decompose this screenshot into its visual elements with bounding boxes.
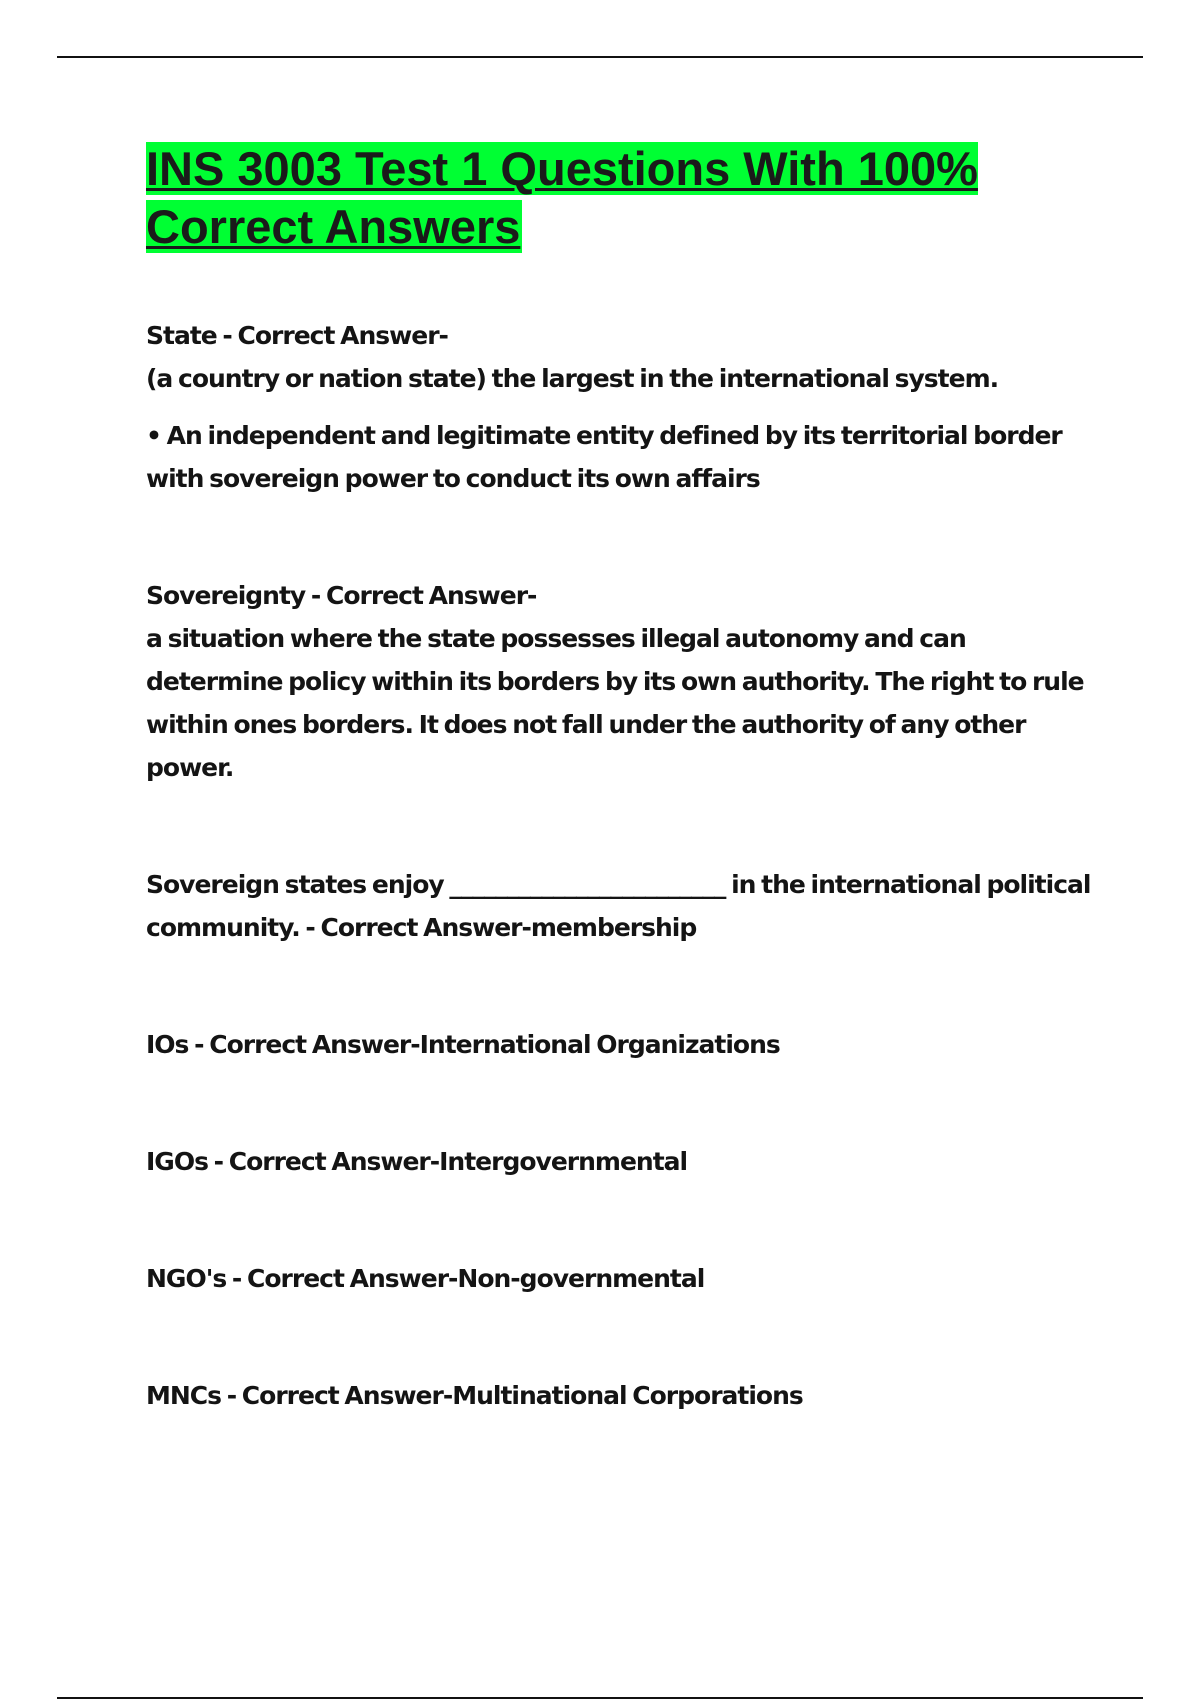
answer-text: a situation where the state possesses illegal autonomy and can determine policy within its borders by its own authority. The right to rule within ones borders. It does not fall under the authority of any other power. [146, 624, 1084, 782]
qa-item-igos [146, 1140, 1106, 1183]
title-highlight: INS 3003 Test 1 Questions With 100% Correct Answers [146, 142, 978, 253]
question-text: Sovereignty - Correct Answer- [146, 581, 537, 610]
qa-text: Sovereign states enjoy ________________________ in the international political community. - Correct Answer-membership [146, 870, 1091, 942]
qa-item-sovereign-states-enjoy [146, 863, 1106, 949]
qa-text: MNCs - Correct Answer-Multinational Corporations [146, 1381, 803, 1410]
qa-item-sovereignty [146, 574, 1106, 789]
qa-text: IOs - Correct Answer-International Organizations [146, 1030, 780, 1059]
top-rule [57, 56, 1143, 58]
bottom-rule [57, 1697, 1143, 1699]
question-text: State - Correct Answer- [146, 321, 448, 350]
answer-text: (a country or nation state) the largest in the international system. [146, 364, 999, 393]
answer-bullet-text: • An independent and legitimate entity defined by its territorial border with sovereign power to conduct its own affairs [146, 421, 1062, 493]
document-title [146, 140, 1106, 256]
qa-item-state [146, 314, 1106, 500]
qa-text: NGO's - Correct Answer-Non-governmental [146, 1264, 705, 1293]
document-page [146, 140, 1106, 1417]
qa-item-ios [146, 1023, 1106, 1066]
qa-item-ngos [146, 1257, 1106, 1300]
qa-item-mncs [146, 1374, 1106, 1417]
qa-text: IGOs - Correct Answer-Intergovernmental [146, 1147, 688, 1176]
